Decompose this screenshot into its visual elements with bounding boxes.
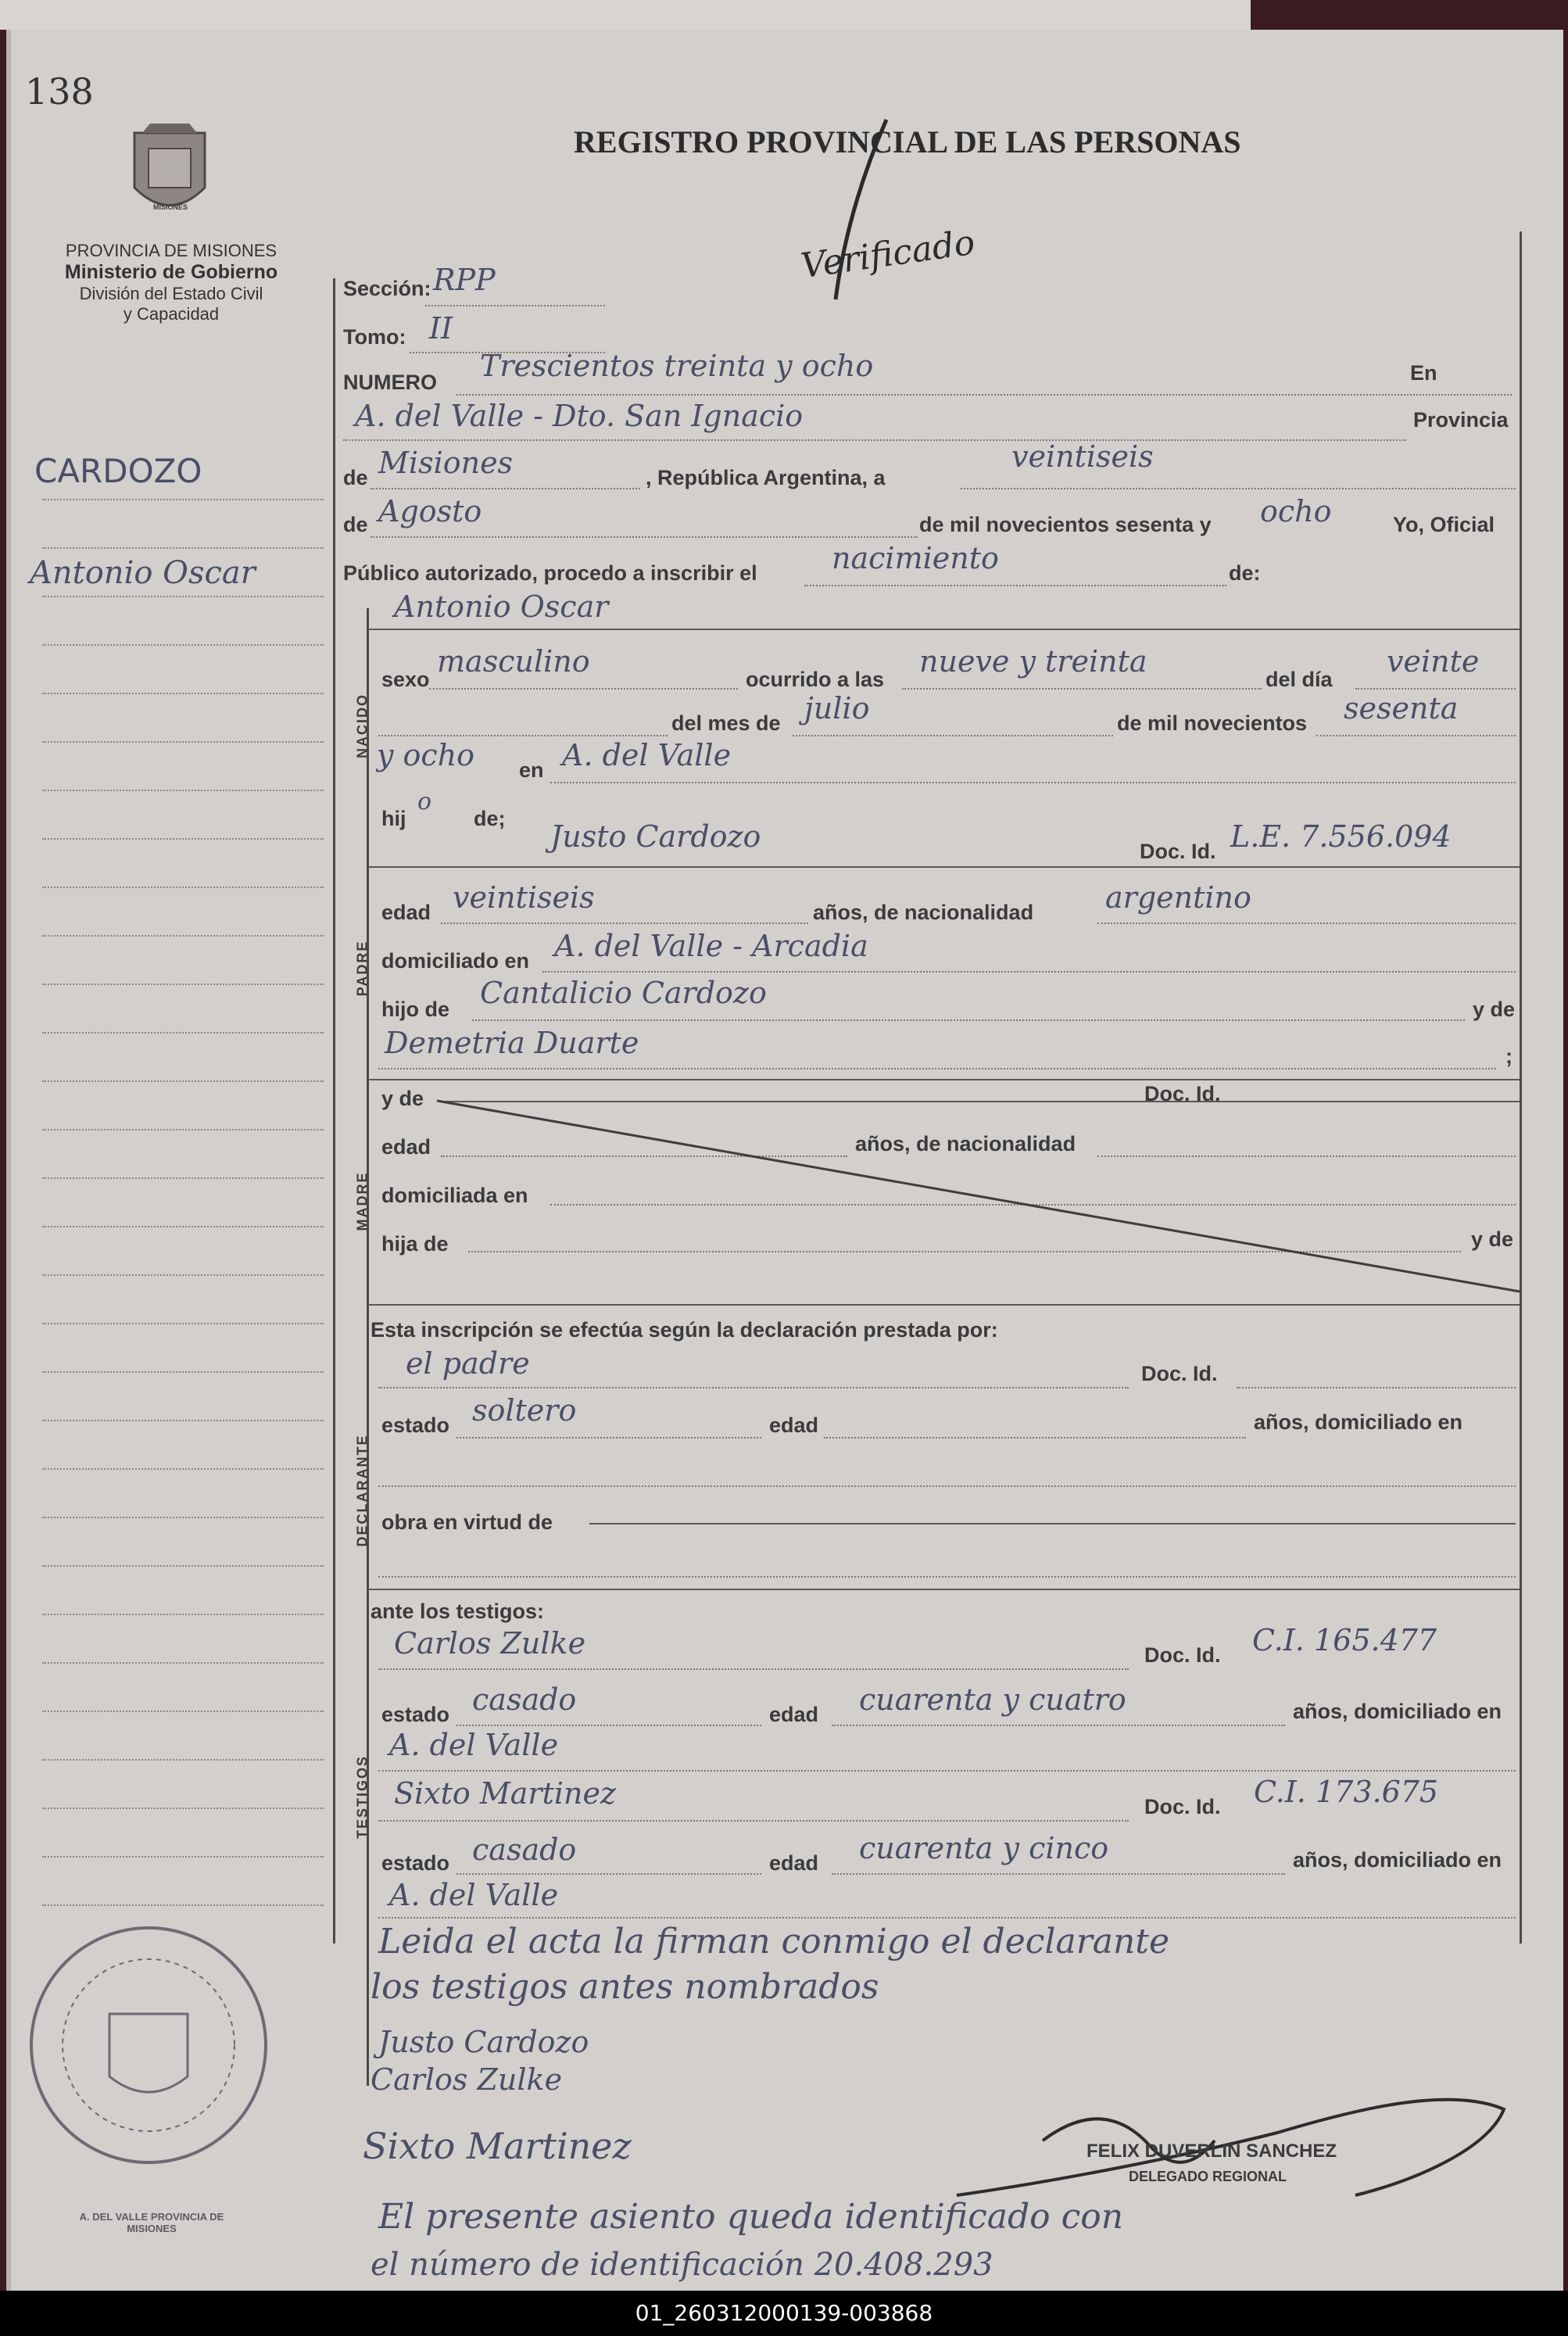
de-label: de [343,466,368,489]
hija-de-label: hija de [381,1232,449,1256]
margin-rule [42,1226,324,1227]
numero-value: Trescientos treinta y ocho [480,349,874,383]
margin-rule [42,1177,324,1179]
numero-label: NUMERO [343,371,437,394]
tipo-value: nacimiento [832,541,999,575]
margin-rule [42,547,324,549]
yo-oficial-label: Yo, Oficial [1393,513,1495,536]
certificate-page [6,30,1563,2291]
edad-declarante-label: edad [769,1413,819,1437]
testigo2-dom-value: A. del Valle [389,1878,559,1912]
obra-line [589,1523,1516,1524]
margin-rule [42,644,324,646]
official-seal [23,1920,274,2170]
padre-section-label: PADRE [354,940,371,997]
mes-nac-value: julio [804,691,870,726]
tomo-label: Tomo: [343,325,406,349]
testigo2-line [378,1820,1129,1822]
margin-rule [42,499,324,500]
declarante-doc-label: Doc. Id. [1141,1362,1218,1385]
verification-signature: Verificado [798,222,978,287]
annotation-line-1: El presente asiento queda identificado con [378,2197,1124,2237]
y-de-madre-label-2: y de [1471,1227,1514,1251]
page-title: REGISTRO PROVINCIAL DE LAS PERSONAS [574,124,1241,159]
dia-nac-line [1355,688,1516,690]
margin-rule [42,1080,324,1082]
hij-label: hij [381,807,406,830]
seal-text: A. DEL VALLE PROVINCIA DE MISIONES [79,2211,224,2234]
de-semi-label: de; [474,807,506,830]
sexo-value: masculino [437,644,590,679]
edad-label: edad [381,901,431,924]
testigo2-edad-value: cuarenta y cinco [859,1831,1109,1865]
anios-nac-label: años, de nacionalidad [813,901,1034,924]
seccion-label: Sección: [343,277,431,300]
margin-rule [42,1032,324,1034]
testigo2-edad-line [832,1873,1285,1875]
closing-line-2: los testigos antes nombrados [371,1967,879,2007]
margin-rule [42,838,324,840]
ante-testigos-label: ante los testigos: [371,1600,545,1623]
official-name: FELIX DUVERLIN SANCHEZ [1087,2141,1337,2162]
testigo1-value: Carlos Zulke [394,1626,586,1661]
testigo1-edad-line [832,1725,1285,1726]
testigo1-estado-label: estado [381,1703,450,1726]
anio-nac-line [1316,735,1516,736]
testigo2-edad-label: edad [769,1851,819,1875]
tipo-line [804,585,1226,586]
semicolon-label: ; [1505,1044,1513,1068]
signature-2: Carlos Zulke [371,2062,563,2097]
testigo1-edad-label: edad [769,1703,819,1726]
tomo-value: II [429,311,453,346]
en-label-2: en [519,758,544,782]
lugar-nac-value: A. del Valle [562,738,732,772]
office-line-1: PROVINCIA DE MISIONES [65,241,277,260]
estado-label: estado [381,1413,450,1437]
margin-rule [42,693,324,694]
nacido-section-label: NACIDO [354,693,371,758]
margin-rule [42,1856,324,1858]
annotation-line-2: el número de identificación 20.408.293 [371,2247,993,2283]
office-line-4: y Capacidad [123,304,220,324]
margin-rule [42,935,324,937]
padre-top-line [367,866,1520,868]
testigo1-dom-value: A. del Valle [389,1728,559,1762]
nacido-top-line [367,629,1520,630]
lugar-value: A. del Valle - Dto. San Ignacio [355,399,804,433]
padre-edad-line [441,923,808,924]
obra-label: obra en virtud de [381,1510,553,1534]
padre-doc-label: Doc. Id. [1140,840,1216,863]
testigos-section-label: TESTIGOS [354,1755,371,1840]
abuelo-value: Cantalicio Cardozo [480,976,767,1010]
sexo-label: sexo [381,668,430,691]
seccion-line [425,305,605,306]
page-number: 138 [25,70,94,113]
republica-label: , República Argentina, a [646,466,886,489]
testigo2-value: Sixto Martinez [394,1776,616,1811]
hora-value: nueve y treinta [919,644,1147,679]
abuela-line [378,1068,1496,1069]
madre-section-label: MADRE [354,1171,371,1231]
testigo1-doc-label: Doc. Id. [1144,1643,1221,1667]
margin-rule [42,887,324,888]
testigo1-doc-value: C.I. 165.477 [1252,1623,1437,1657]
padre-nac-value: argentino [1105,880,1251,915]
mes-nac-pre-line [378,735,668,736]
testigo2-estado-value: casado [472,1833,577,1867]
del-mes-label: del mes de [671,711,781,735]
testigo2-dom-line [378,1917,1516,1919]
testigo2-estado-line [456,1873,761,1875]
abuelo-line [472,1019,1465,1021]
dia-line [961,488,1516,489]
madre-top-line [367,1079,1520,1080]
margin-rule [42,1468,324,1470]
domiciliado-label: domiciliado en [381,949,530,973]
en-label: En [1410,361,1437,385]
y-de-madre-label: y de [381,1087,424,1110]
office-block [27,241,316,324]
margin-rule [42,1711,324,1712]
lugar-line [343,439,1406,441]
hijo-de-label: hijo de [381,998,449,1021]
de-colon-label: de: [1229,561,1261,585]
dia-value: veintiseis [1011,439,1154,474]
signature-3: Sixto Martinez [363,2125,632,2167]
margin-rule [42,1420,324,1421]
footer-bar [0,2291,1568,2336]
official-signature-stroke [949,2062,1512,2211]
hij-suffix: o [417,788,432,815]
abuela-value: Demetria Duarte [385,1026,639,1060]
margin-rule [42,1274,324,1276]
padre-doc-value: L.E. 7.556.094 [1230,819,1452,854]
padre-value: Justo Cardozo [550,819,761,854]
image-id-label: 01_260312000139-003868 [635,2300,933,2326]
margin-rule [42,1517,324,1518]
declarante-estado-value: soltero [472,1393,577,1428]
declarante-value: el padre [406,1346,530,1381]
margin-rule [42,741,324,743]
margin-rule [42,1129,324,1130]
seccion-value: RPP [433,263,496,297]
hora-line [902,688,1262,690]
margin-rule [42,596,324,597]
main-frame-right [1520,231,1522,1944]
publico-label: Público autorizado, procedo a inscribir el [343,561,757,585]
declarante-doc-line [1237,1387,1516,1388]
margin-rule [42,1371,324,1373]
obra-line-2 [378,1576,1516,1578]
anio-value: ocho [1260,494,1332,528]
margin-rule [42,1808,324,1809]
testigo1-anios-label: años, domiciliado en [1293,1700,1502,1723]
margin-rule [42,1662,324,1664]
nombre-value: Antonio Oscar [394,589,609,624]
edad-madre-label: edad [381,1135,431,1159]
testigo1-dom-line [378,1770,1516,1772]
margin-rule [42,790,324,791]
official-title: DELEGADO REGIONAL [1129,2169,1287,2184]
padre-edad-value: veintiseis [453,880,595,915]
margin-rule [42,1614,324,1615]
testigo1-edad-value: cuarenta y cuatro [859,1682,1126,1717]
signature-1: Justo Cardozo [378,2025,589,2059]
provincia-label: Provincia [1413,408,1509,432]
domiciliada-label: domiciliada en [381,1184,528,1207]
testigos-top-line [367,1589,1520,1590]
y-de-label: y de [1473,998,1516,1021]
testigo2-doc-label: Doc. Id. [1144,1795,1221,1818]
closing-line-1: Leida el acta la firman conmigo el declarante [378,1922,1170,1962]
de-mil-label: de mil novecientos sesenta y [919,513,1212,536]
provincia-line [371,488,640,489]
padre-nac-line [1097,923,1516,924]
main-frame-left [333,278,335,1944]
declarante-section-label: DECLARANTE [354,1434,371,1547]
office-line-3: División del Estado Civil [79,284,263,303]
verification-stroke [832,116,894,303]
testigo1-estado-value: casado [472,1682,577,1717]
dia-nac-value: veinte [1387,644,1480,679]
sexo-line [429,688,738,690]
testigo2-estado-label: estado [381,1851,450,1875]
stamp-label: MISIONES [153,203,188,211]
testigo2-doc-value: C.I. 173.675 [1254,1775,1439,1809]
office-line-2: Ministerio de Gobierno [64,261,278,283]
margin-surname: CARDOZO [34,452,202,490]
margin-rule [42,983,324,985]
provincia-value: Misiones [378,446,514,480]
testigo2-anios-label: años, domiciliado en [1293,1848,1502,1872]
section-frame-left [367,608,369,2086]
anio-nac-value-2: y ocho [377,738,475,772]
declarante-top-line [367,1304,1520,1306]
declarante-dom-line [378,1485,1516,1487]
testigo1-estado-line [456,1725,761,1726]
del-dia-label: del día [1265,668,1333,691]
madre-void-stroke [433,1095,1527,1298]
numero-line [456,394,1512,396]
anios-dom-label: años, domiciliado en [1254,1410,1463,1434]
padre-dom-line [542,971,1516,973]
anio-nac-value: sesenta [1344,691,1459,726]
mes-value: Agosto [378,494,482,528]
declarante-edad-line [824,1437,1246,1439]
testigo1-line [378,1668,1129,1670]
inscripcion-label: Esta inscripción se efectúa según la declaración prestada por: [371,1318,998,1342]
de-mil-nov-label: de mil novecientos [1117,711,1308,735]
mes-line [371,536,918,538]
declarante-estado-line [456,1437,761,1439]
margin-rule [42,1323,324,1324]
lugar-nac-line [550,782,1516,783]
ocurrido-label: ocurrido a las [746,668,885,691]
declarante-line [378,1387,1129,1388]
mes-nac-line [793,735,1113,736]
top-strip [0,0,1251,30]
margin-rule [42,1904,324,1906]
margin-given-names: Antonio Oscar [30,555,256,591]
madre-doc-label: Doc. Id. [1144,1082,1221,1105]
anios-nac-madre-label: años, de nacionalidad [855,1132,1076,1155]
padre-dom-value: A. del Valle - Arcadia [554,929,868,963]
margin-rule [42,1565,324,1567]
margin-rule [42,1759,324,1761]
de-label-2: de [343,513,368,536]
